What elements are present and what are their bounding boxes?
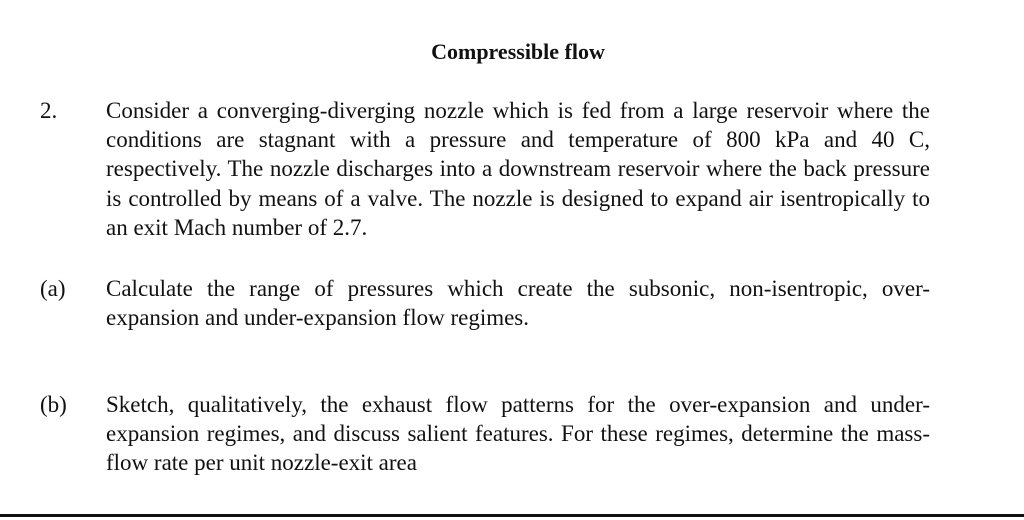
part-a-label: (a) (40, 276, 66, 301)
question-number: 2. (40, 98, 58, 123)
part-b-text: Sketch, qualitatively, the exhaust flow patterns for the over-expansion and under-expansion regimes, and discuss salient features. For these regimes, determine the mass-flow rate per unit nozzle-exit area (106, 392, 930, 476)
question-text: Consider a converging-diverging nozzle which is fed from a large reservoir where the conditions are stagnant with a pressure and temperature of 800 kPa and 40 C, respectively. The nozzle discharges into a downstream reservoir where the back pressure is controlled by means of a valve. The nozzle is designed to expand air isentropically to an exit Mach number of 2.7. (106, 98, 930, 240)
part-b-label: (b) (40, 392, 67, 417)
part-a-text: Calculate the range of pressures which create the subsonic, non-isentropic, over-expansion and under-expansion flow regimes. (106, 276, 930, 331)
bottom-divider (0, 514, 1024, 517)
page-title: Compressible flow (431, 39, 605, 64)
